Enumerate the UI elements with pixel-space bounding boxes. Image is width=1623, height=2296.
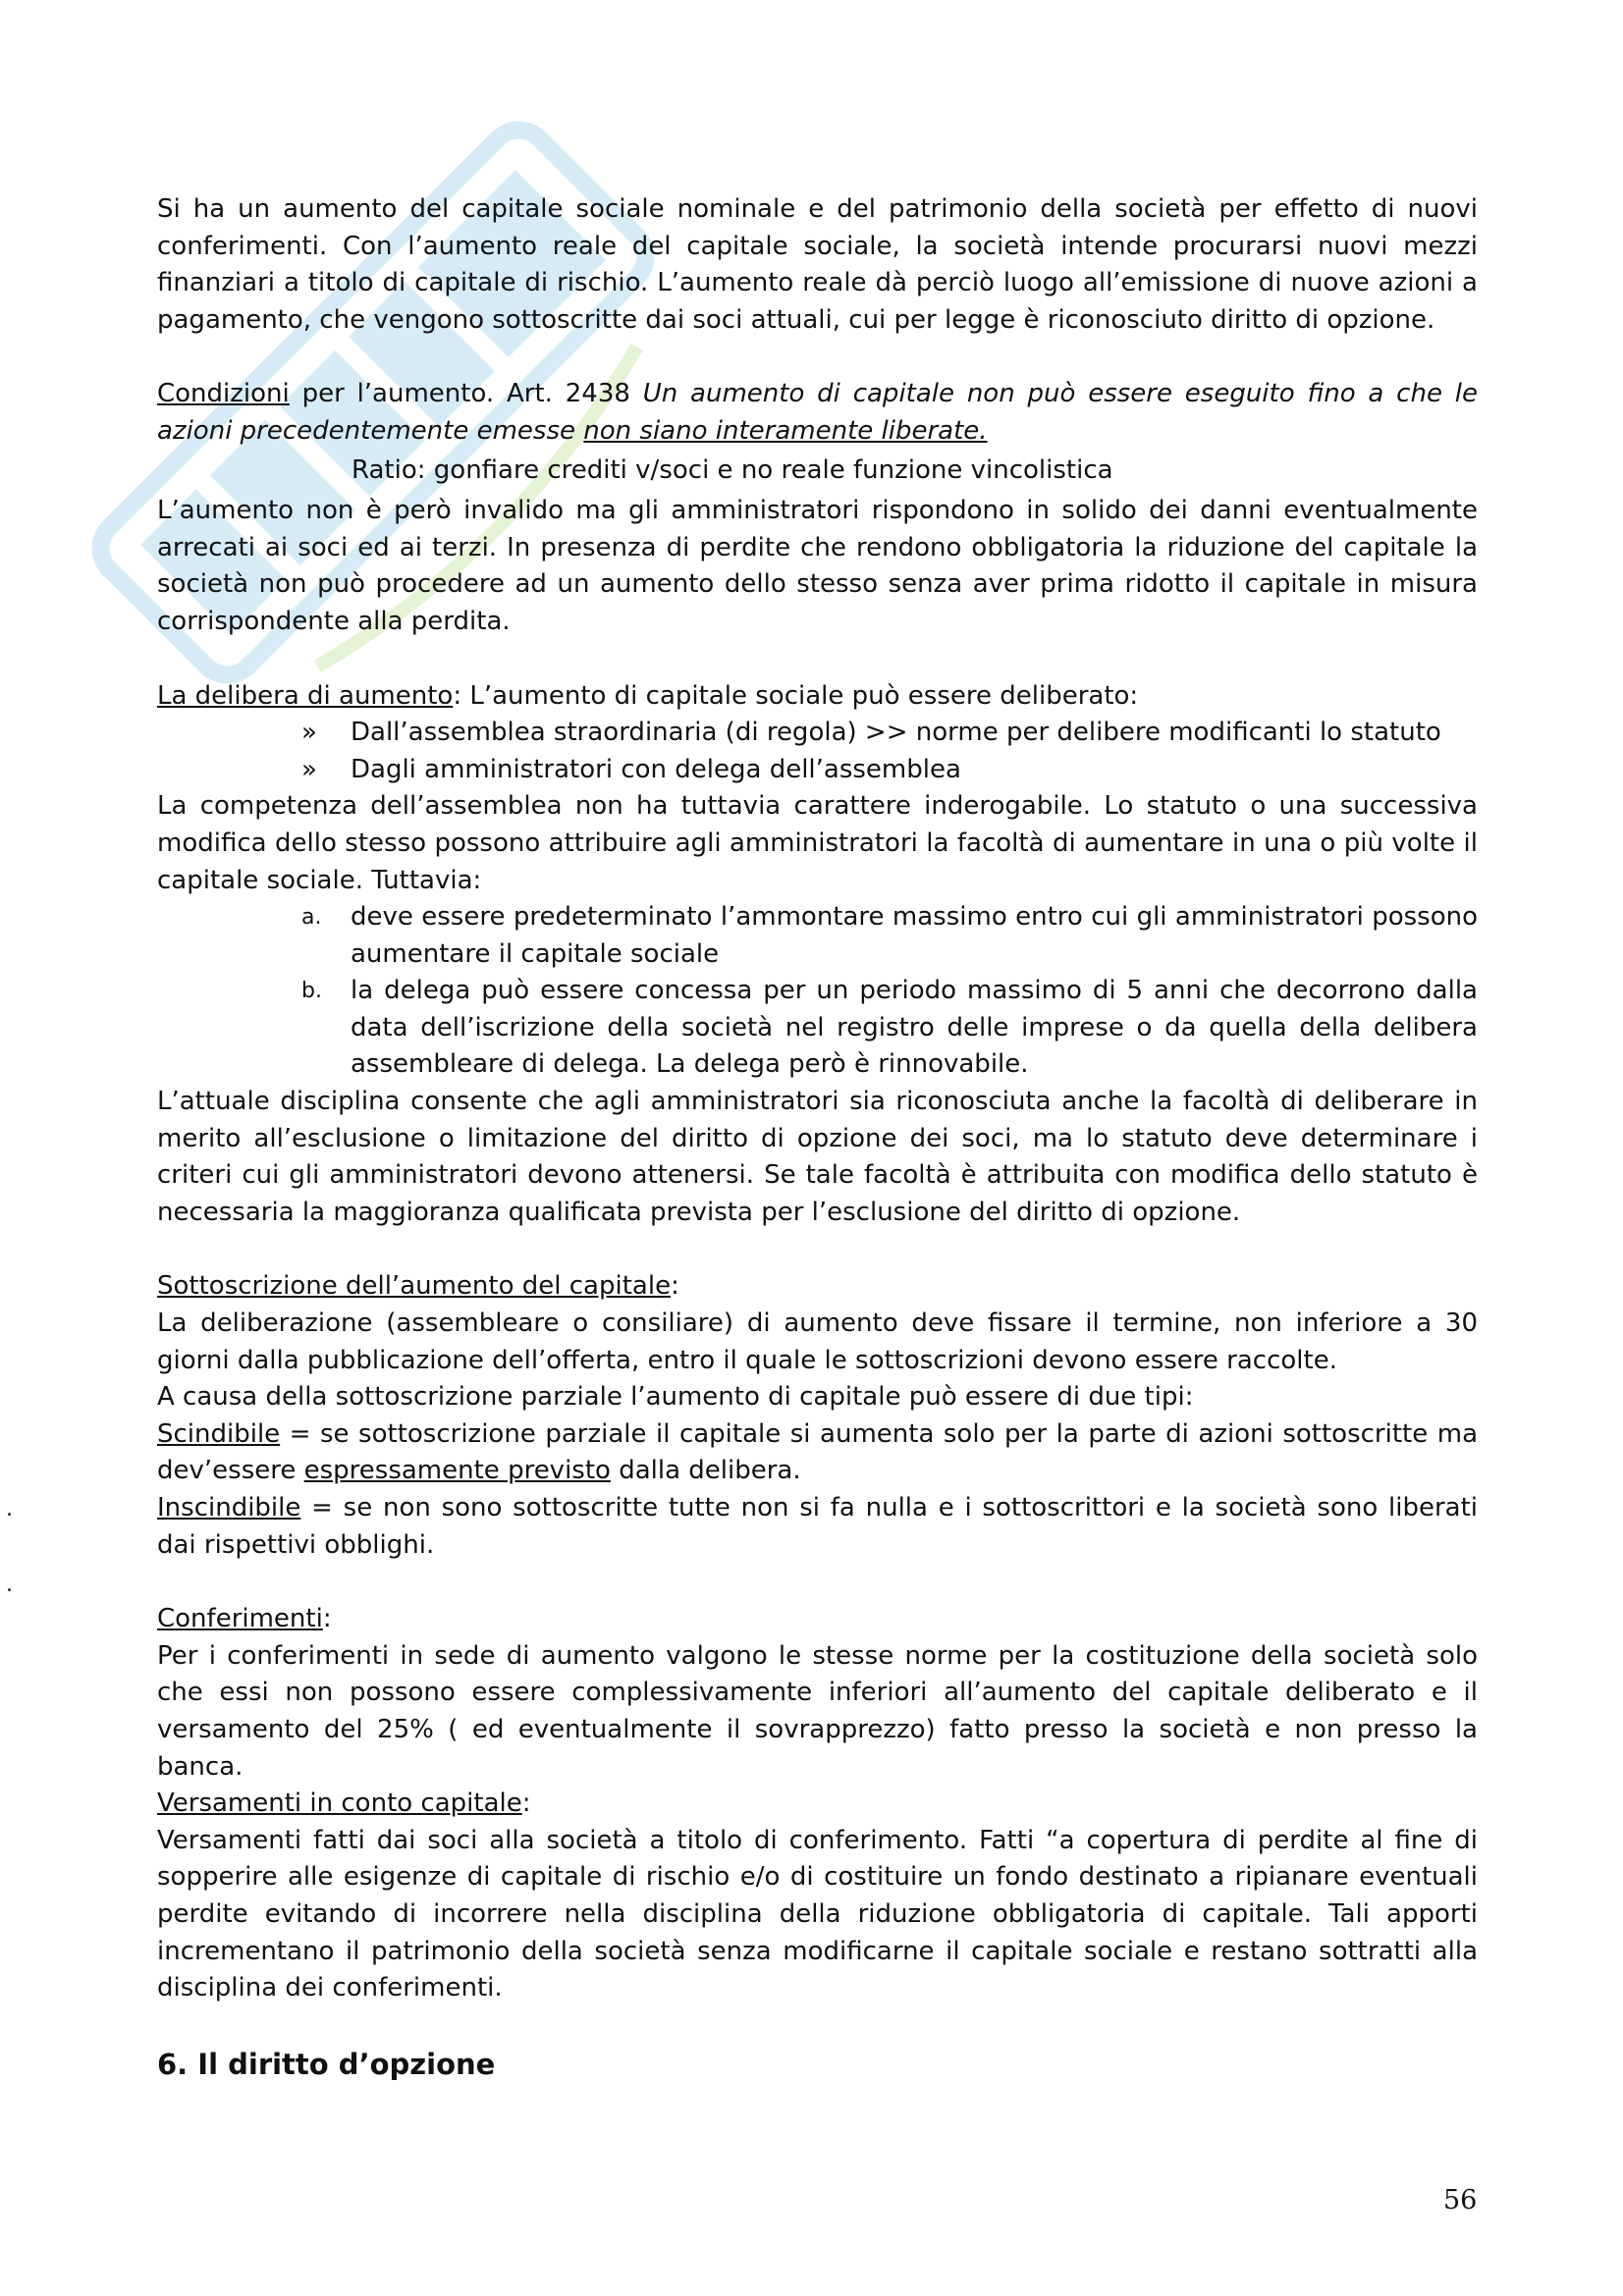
heading-sottoscrizione: Sottoscrizione dell’aumento del capitale: [157, 1271, 679, 1302]
paragraph-scindibile: Scindibile = se sottoscrizione parziale il capitale si aumenta solo per la parte di azioni sottoscritte ma dev’essere espressamente previsto dalla delibera. [157, 1418, 1478, 1486]
heading-delibera: La delibera di aumento [157, 680, 454, 711]
section-heading: 6. Il diritto d’opzione [157, 2047, 496, 2081]
list-item: » Dagli amministratori con delega dell’assemblea [301, 754, 961, 784]
margin-mark: . [6, 1497, 13, 1522]
paragraph-delibera: La delibera di aumento: L’aumento di capitale sociale può essere deliberato: [157, 680, 1139, 711]
list-item: a. deve essere predeterminato l’ammontare massimo entro cui gli amministratori possono aumentare il capitale sociale [301, 902, 1478, 969]
list-item: » Dall’assemblea straordinaria (di regola) >> norme per delibere modificanti lo statuto [301, 718, 1441, 748]
document-body [157, 191, 1478, 2083]
heading-conferimenti: Conferimenti: [157, 1604, 332, 1634]
page-number: 56 [1443, 2185, 1478, 2216]
paragraph-competenza: La competenza dell’assemblea non ha tuttavia carattere inderogabile. Lo statuto o una successiva modifica dello stesso possono attribuire agli amministratori la facoltà di aumentare in una o più volte il capitale sociale. Tuttavia: [157, 791, 1478, 895]
heading-condizioni: Condizioni [157, 379, 290, 409]
ratio-note: Ratio: gonfiare crediti v/soci e no reale funzione vincolistica [352, 454, 1113, 485]
paragraph-versamenti: Versamenti fatti dai soci alla società a titolo di conferimento. Fatti “a copertura di perdite al fine di sopperire alle esigenze di capitale di rischio e/o di costituire un fondo destinato a ripianare eventuali perdite evitando di incorrere nella disciplina della riduzione obbligatoria di capitale. Tali apporti incrementano il patrimonio della società senza modificarne il capitale sociale e restano sottratti alla disciplina dei conferimenti. [157, 1825, 1478, 2003]
list-item: b. la delega può essere concessa per un periodo massimo di 5 anni che decorrono dalla data dell’iscrizione della società nel registro delle imprese o da quella della delibera assembleare di delega. La delega però è rinnovabile. [301, 976, 1478, 1080]
heading-versamenti: Versamenti in conto capitale: [157, 1789, 531, 1819]
paragraph-conditions: Condizioni per l’aumento. Art. 2438 Un aumento di capitale non può essere eseguito fino a che le azioni precedentemente emesse non siano interamente liberate. [157, 379, 1478, 446]
paragraph-deliberazione: La deliberazione (assembleare o consiliare) di aumento deve fissare il termine, non inferiore a 30 giorni dalla pubblicazione dell’offerta, entro il quale le sottoscrizioni devono essere raccolte. [157, 1308, 1478, 1375]
paragraph-intro: Si ha un aumento del capitale sociale nominale e del patrimonio della società per effetto di nuovi conferimenti. Con l’aumento reale del capitale sociale, la società intende procurarsi nuovi mezzi finanziari a titolo di capitale di rischio. L’aumento reale dà perciò luogo all’emissione di nuove azioni a pagamento, che vengono sottoscritte dai soci attuali, cui per legge è riconosciuto diritto di opzione. [157, 194, 1478, 335]
paragraph-conferimenti: Per i conferimenti in sede di aumento valgono le stesse norme per la costituzione della società solo che essi non possono essere complessivamente inferiori all’aumento del capitale deliberato e il versamento del 25% ( ed eventualmente il sovrapprezzo) fatto presso la società e non presso la banca. [157, 1640, 1478, 1782]
paragraph-tipi: A causa della sottoscrizione parziale l’aumento di capitale può essere di due tipi: [157, 1382, 1194, 1413]
paragraph-inscindibile: Inscindibile = se non sono sottoscritte tutte non si fa nulla e i sottoscrittori e la società sono liberati dai rispettivi obblighi. [157, 1493, 1478, 1560]
paragraph-invalidity: L’aumento non è però invalido ma gli amministratori rispondono in solido dei danni eventualmente arrecati ai soci ed ai terzi. In presenza di perdite che rendono obbligatoria la riduzione del capitale la società non può procedere ad un aumento dello stesso senza aver prima ridotto il capitale in misura corrispondente alla perdita. [157, 496, 1478, 636]
paragraph-disciplina: L’attuale disciplina consente che agli amministratori sia riconosciuta anche la facoltà di deliberare in merito all’esclusione o limitazione del diritto di opzione dei soci, ma lo statuto deve determinare i criteri cui gli amministratori devono attenersi. Se tale facoltà è attribuita con modifica dello statuto è necessaria la maggioranza qualificata prevista per l’esclusione del diritto di opzione. [157, 1087, 1478, 1227]
margin-mark: . [6, 1573, 13, 1597]
